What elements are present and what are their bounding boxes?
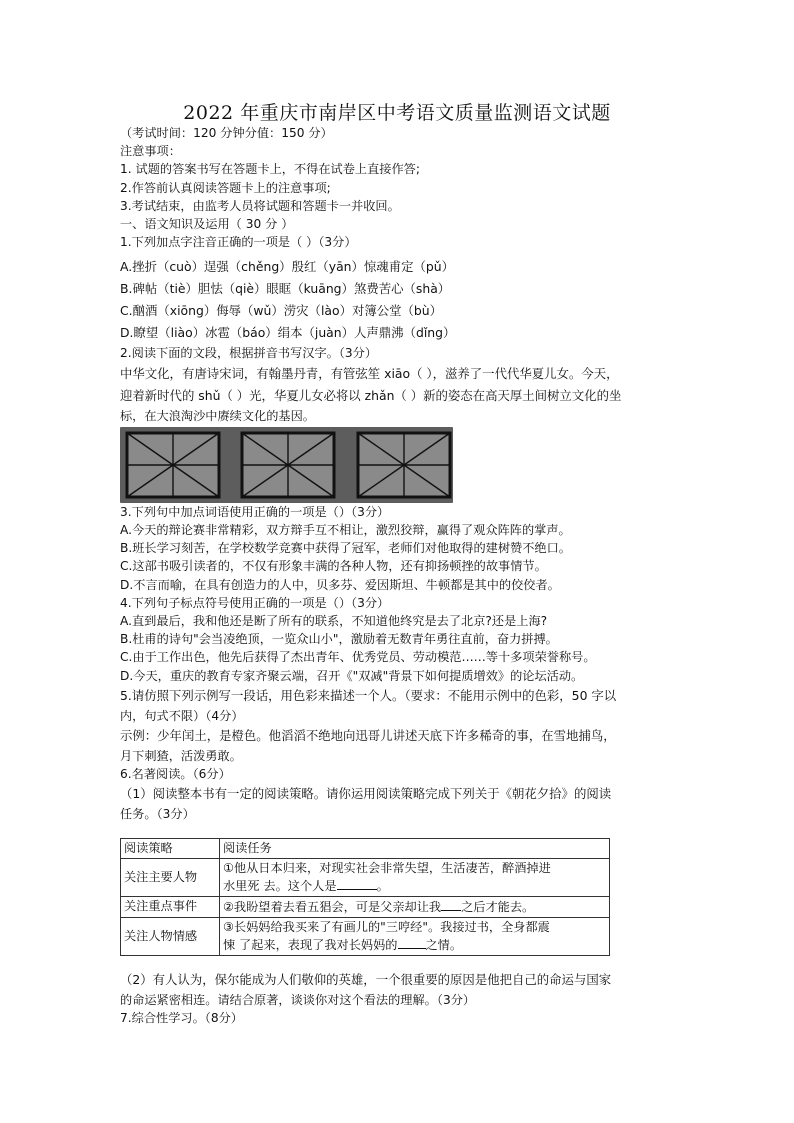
q3-option-d: D.不言而喻，在具有创造力的人中，贝多芬、爱因斯坦、牛顿都是其中的佼佼者。 — [120, 577, 560, 592]
table-header: 阅读任务 — [220, 838, 610, 858]
table-header-row — [121, 838, 610, 858]
table-cell-task — [220, 858, 610, 896]
table-cell-strategy: 关注主要人物 — [121, 858, 220, 896]
exam-info: （考试时间：120 分钟分值：150 分） — [120, 126, 333, 140]
q3-option-a: A.今天的辩论赛非常精彩，双方辩手互不相让，激烈狡辩，赢得了观众阵阵的掌声。 — [120, 523, 571, 538]
task-text: ①他从日本归来，对现实社会非常失望，生活凄苦，醉酒掉进 — [223, 860, 551, 875]
question-7-stem: 7.综合性学习。（8分） — [120, 1010, 243, 1025]
table-cell-strategy: 关注人物情感 — [121, 917, 220, 955]
writing-grid-image — [120, 427, 453, 503]
q4-option-c: C.由于工作出色，他先后获得了杰出青年、优秀党员、劳动模范……等十多项荣誉称号。 — [120, 650, 596, 665]
q3-option-c: C.这部书吸引读者的，不仅有形象丰满的各种人物，还有抑扬顿挫的故事情节。 — [120, 559, 547, 574]
table-cell-task — [220, 896, 610, 917]
q5-example: 示例：少年闰土，是橙色。他滔滔不绝地向迅哥儿讲述天底下许多稀奇的事，在雪地捕鸟， — [120, 728, 616, 744]
table-header: 阅读策略 — [121, 838, 220, 858]
answer-blank[interactable] — [398, 936, 426, 949]
task-text: 水里死 去。这个人是 — [223, 878, 337, 893]
reading-strategy-table — [120, 838, 610, 956]
table-row — [121, 917, 610, 955]
table-cell-strategy: 关注重点事件 — [121, 896, 220, 917]
q4-option-b: B.杜甫的诗句"会当凌绝顶，一览众山小"，激励着无数青年勇往直前，奋力拼搏。 — [120, 632, 558, 647]
task-text: 。 — [376, 878, 389, 893]
question-4-stem: 4.下列句子标点符号使用正确的一项是（）（3分） — [120, 595, 390, 610]
table-row — [121, 896, 610, 917]
question-3-stem: 3.下列句中加点词语使用正确的一项是（）（3分） — [120, 504, 390, 519]
task-text: ③长妈妈给我买来了有画儿的"三哼经"。我接过书，全身都震 — [223, 919, 550, 934]
notice-heading: 注意事项： — [120, 144, 181, 159]
notice-item: 3.考试结束，由监考人员将试题和答题卡一并收回。 — [120, 198, 400, 213]
q6-sub2: （2）有人认为，保尔能成为人们敬仰的英雄，一个很重要的原因是他把自己的命运与国家 — [120, 971, 612, 987]
q2-passage-line: 中华文化，有唐诗宋词，有翰墨丹青，有管弦笙 xiāo（ ），滋养了一代代华夏儿女。今天， — [120, 365, 619, 381]
question-2-stem: 2.阅读下面的文段，根据拼音书写汉字。（3分） — [120, 346, 378, 361]
task-text: 之后才能去。 — [461, 899, 535, 914]
q6-sub1: （1）阅读整本书有一定的阅读策略。请你运用阅读策略完成下列关于《朝花夕拾》的阅读 — [120, 786, 612, 802]
q4-option-a: A.直到最后，我和他还是断了所有的联系，不知道他终究是去了北京?还是上海? — [120, 614, 548, 629]
task-text: 之情。 — [425, 937, 463, 952]
q3-option-b: B.班长学习刻苦，在学校数学竞赛中获得了冠军，老师们对他取得的建树赞不绝口。 — [120, 541, 571, 556]
exam-content — [120, 124, 690, 1027]
q2-passage-line: 标，在大浪淘沙中赓续文化的基因。 — [120, 408, 315, 423]
q6-sub2: 的命运紧密相连。请结合原著，谈谈你对这个看法的理解。（3分） — [120, 992, 476, 1007]
page-title: 2022 年重庆市南岸区中考语文质量监测语文试题 — [183, 102, 611, 124]
q1-option-c: C.酗酒（xiōng）侮辱（wǔ）涝灾（lào）对簿公堂（bù） — [120, 303, 443, 319]
section-heading: 一、语文知识及运用（ 30 分 ） — [120, 217, 294, 232]
tian-zi-ge-grid — [120, 427, 453, 503]
q1-option-a: A.挫折（cuò）逞强（chěng）殷红（yān）惊魂甫定（pǔ） — [120, 259, 454, 275]
question-6-stem: 6.名著阅读。（6分） — [120, 767, 231, 782]
question-5-stem: 5.请仿照下列示例写一段话，用色彩来描述一个人。（要求：不能用示例中的色彩，50 字以 — [120, 687, 617, 703]
q5-example: 月下刺猹，活泼勇敢。 — [120, 749, 242, 764]
q1-option-d: D.瞭望（liào）冰雹（báo）绢本（juàn）人声鼎沸（dǐng） — [120, 325, 456, 341]
notice-item: 2.作答前认真阅读答题卡上的注意事项; — [120, 180, 331, 195]
question-1-stem: 1.下列加点字注音正确的一项是（ ）（3分） — [120, 235, 357, 250]
task-text: ②我盼望着去看五猖会，可是父亲却让我 — [223, 899, 442, 914]
task-text: 悚 了起来，表现了我对长妈妈的 — [223, 937, 398, 952]
answer-blank[interactable] — [441, 898, 461, 911]
question-5-stem: 内，句式不限）（4分） — [120, 708, 244, 723]
table-cell-task — [220, 917, 610, 955]
q4-option-d: D.今天，重庆的教育专家齐聚云端，召开《"双减"背景下如何提质增效》的论坛活动。 — [120, 668, 584, 683]
q6-sub1: 任务。（3分） — [120, 807, 195, 822]
notice-item: 1. 试题的答案书写在答题卡上，不得在试卷上直接作答; — [120, 162, 420, 177]
table-row — [121, 858, 610, 896]
q2-passage-line: 迎着新时代的 shǔ（ ）光，华夏儿女必将以 zhǎn（ ）新的姿态在高天厚土间树立文化的坐 — [120, 387, 622, 403]
q1-option-b: B.碑帖（tiè）胆怯（qiè）眼眶（kuāng）煞费苦心（shà） — [120, 281, 451, 297]
answer-blank[interactable] — [337, 877, 377, 890]
